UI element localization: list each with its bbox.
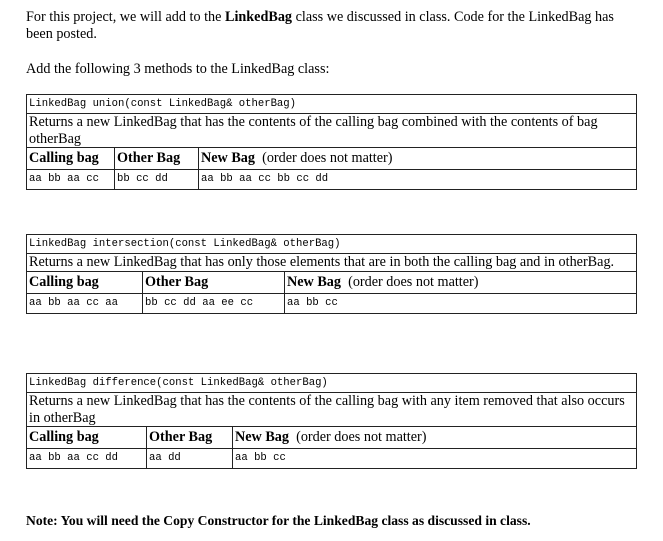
- new-bag-value: aa bb cc: [285, 293, 637, 313]
- method-signature: LinkedBag union(const LinkedBag& otherBag): [27, 95, 637, 114]
- method-description: Returns a new LinkedBag that has only those elements that are in both the calling bag and in otherBag.: [27, 254, 637, 272]
- order-note: (order does not matter): [296, 429, 427, 445]
- calling-bag-header: Calling bag: [27, 148, 115, 170]
- new-bag-header: New Bag (order does not matter): [199, 148, 637, 170]
- calling-bag-value: aa bb aa cc: [27, 170, 115, 190]
- calling-bag-header: Calling bag: [27, 427, 147, 449]
- new-bag-value: aa bb aa cc bb cc dd: [199, 170, 637, 190]
- method-description: Returns a new LinkedBag that has the contents of the calling bag with any item removed that also occurs in otherBag: [27, 393, 637, 427]
- intro-suffix: class we discussed in class. Code for the LinkedBag has been posted.: [26, 9, 614, 42]
- new-bag-header: New Bag (order does not matter): [285, 271, 637, 293]
- calling-bag-value: aa bb aa cc dd: [27, 449, 147, 469]
- new-bag-value: aa bb cc: [233, 449, 637, 469]
- intro-class-name: LinkedBag: [225, 9, 293, 25]
- calling-bag-header: Calling bag: [27, 271, 143, 293]
- intro-prefix: For this project, we will add to the: [26, 9, 225, 25]
- copy-constructor-note: Note: You will need the Copy Constructor for the LinkedBag class as discussed in class.: [26, 513, 531, 528]
- order-note: (order does not matter): [262, 150, 393, 166]
- method-signature: LinkedBag difference(const LinkedBag& otherBag): [27, 374, 637, 393]
- other-bag-value: aa dd: [147, 449, 233, 469]
- intro-paragraph: [26, 9, 641, 42]
- other-bag-value: bb cc dd aa ee cc: [143, 293, 285, 313]
- other-bag-header: Other Bag: [115, 148, 199, 170]
- other-bag-header: Other Bag: [147, 427, 233, 449]
- other-bag-header: Other Bag: [143, 271, 285, 293]
- instructions-line: Add the following 3 methods to the LinkedBag class:: [26, 61, 330, 77]
- difference-method-table: [26, 373, 637, 469]
- method-signature: LinkedBag intersection(const LinkedBag& otherBag): [27, 235, 637, 254]
- other-bag-value: bb cc dd: [115, 170, 199, 190]
- method-description: Returns a new LinkedBag that has the contents of the calling bag combined with the contents of bag otherBag: [27, 114, 637, 148]
- union-method-table: [26, 94, 637, 190]
- new-bag-header: New Bag (order does not matter): [233, 427, 637, 449]
- calling-bag-value: aa bb aa cc aa: [27, 293, 143, 313]
- intersection-method-table: [26, 234, 637, 314]
- order-note: (order does not matter): [348, 273, 479, 290]
